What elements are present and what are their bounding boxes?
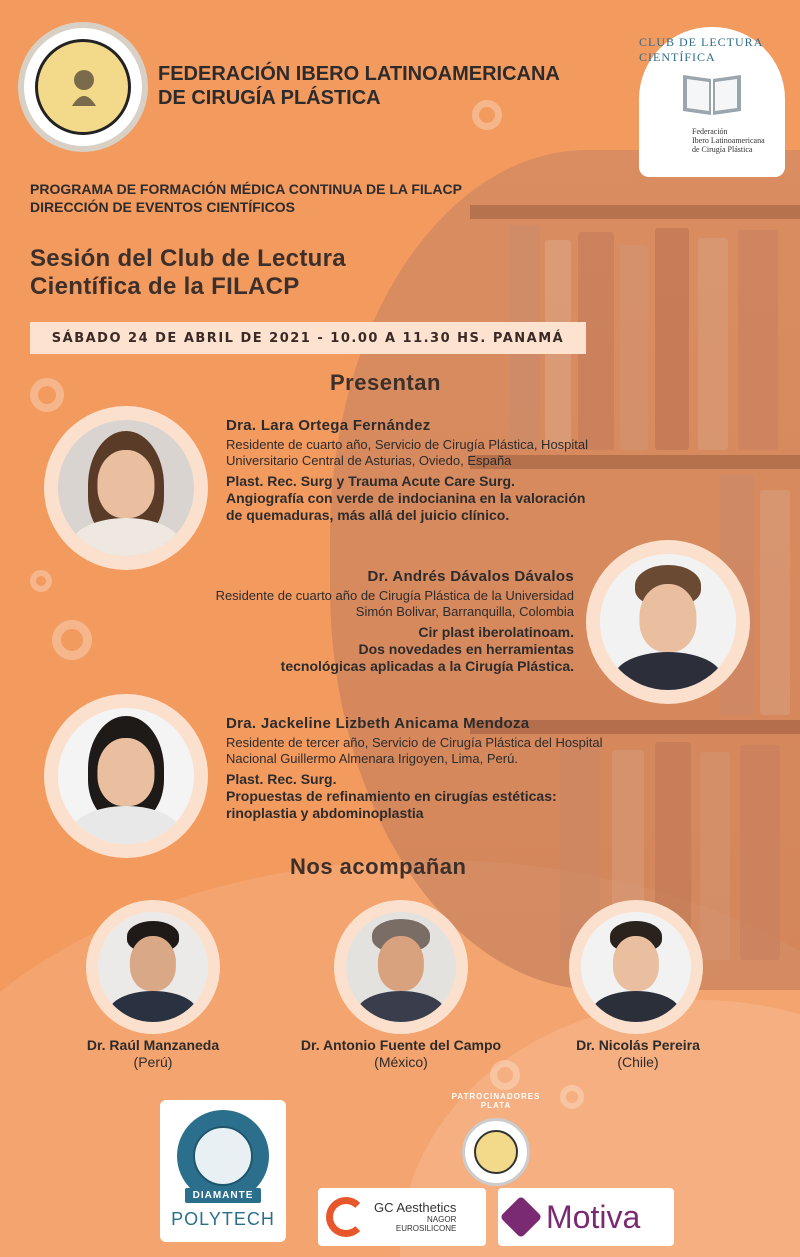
guest-country: (Perú): [133, 1054, 173, 1070]
guest-3-portrait: [569, 900, 703, 1034]
guest-country: (Chile): [617, 1054, 659, 1070]
guest-3-caption: [528, 1037, 748, 1071]
guest-name: Dr. Nicolás Pereira: [576, 1037, 700, 1053]
gc-aesthetics-logo: [318, 1188, 486, 1246]
body-shape: [72, 518, 181, 556]
open-book-icon: [679, 69, 745, 119]
decor-ring: [52, 620, 92, 660]
club-logo-sub3: de Cirugía Plástica: [692, 145, 753, 154]
speaker-photo: [600, 554, 736, 690]
guest-2-portrait: [334, 900, 468, 1034]
federation-title-line1: FEDERACIÓN IBERO LATINOAMERICANA: [158, 63, 560, 85]
club-logo-arc-text: CLUB DE LECTURA CIENTÍFICA: [639, 35, 763, 64]
speaker-2-portrait: [586, 540, 750, 704]
polytech-sponsor-logo: [160, 1100, 286, 1242]
decor-ring: [560, 1085, 584, 1109]
guest-photo: [581, 912, 691, 1022]
body-shape: [109, 991, 197, 1022]
guest-2-caption: [270, 1037, 532, 1071]
gc-name: GC Aesthetics: [374, 1200, 457, 1215]
speaker-3-portrait: [44, 694, 208, 858]
motiva-logo: [498, 1188, 674, 1246]
speaker-role-line: Residente de cuarto año, Servicio de Cirugía Plástica, Hospital: [226, 437, 589, 452]
federation-title-line2: DE CIRUGÍA PLÁSTICA: [158, 87, 381, 109]
polytech-name: POLYTECH: [171, 1209, 275, 1229]
guest-name: Dr. Antonio Fuente del Campo: [300, 1037, 502, 1053]
speaker-role: [226, 437, 746, 469]
speaker-role: [90, 588, 574, 620]
book-shape: [760, 490, 790, 715]
speaker-2-info: [90, 567, 574, 675]
filacp-seal-logo: [18, 22, 148, 152]
speaker-topic-line: Angiografía con verde de indocianina en la valoración: [226, 490, 586, 506]
speaker-role-line: Residente de tercer año, Servicio de Cirugía Plástica del Hospital: [226, 735, 603, 750]
speaker-name: Dra. Jackeline Lizbeth Anicama Mendoza: [226, 715, 530, 732]
speaker-role-line: Universitario Central de Asturias, Oviedo, España: [226, 453, 512, 468]
club-logo-sub2: Ibero Latinoamericana: [692, 136, 765, 145]
federation-title: [158, 62, 638, 110]
speaker-photo: [58, 708, 194, 844]
club-logo-sub1: Federación: [692, 127, 728, 136]
session-date-bar: [30, 322, 586, 354]
guest-1-portrait: [86, 900, 220, 1034]
silver-sponsors-badge: [443, 1092, 549, 1198]
guest-photo: [346, 912, 456, 1022]
speaker-journal: Plast. Rec. Surg y Trauma Acute Care Surg.: [226, 473, 515, 489]
gc-sub-brand: NAGOR: [427, 1215, 457, 1224]
program-heading: [30, 180, 630, 216]
gc-text-block: [374, 1201, 456, 1233]
classical-bust-icon: [58, 62, 108, 112]
session-date: SÁBADO 24 DE ABRIL DE 2021 - 10.00 A 11.30 HS. PANAMÁ: [51, 330, 565, 346]
club-logo-subtitle: [652, 127, 772, 154]
seal-emblem-icon: [474, 1130, 518, 1174]
speaker-topic-line: tecnológicas aplicadas a la Cirugía Plástica.: [280, 658, 574, 674]
speaker-topic-line: de quemaduras, más allá del juicio clínico.: [226, 507, 510, 523]
session-title: [30, 245, 490, 301]
body-shape: [614, 652, 723, 690]
guest-country: (México): [374, 1054, 428, 1070]
speaker-name: Dra. Lara Ortega Fernández: [226, 417, 431, 434]
face-shape: [130, 936, 176, 991]
acompanan-heading: Nos acompañan: [290, 854, 467, 879]
guest-name: Dr. Raúl Manzaneda: [86, 1037, 220, 1053]
motiva-mark-icon: [500, 1196, 542, 1238]
speaker-1-info: [226, 416, 746, 524]
silver-sponsors-label: PATROCINADORES PLATA: [451, 1092, 541, 1110]
polytech-band: DIAMANTE: [185, 1188, 262, 1203]
guest-1-caption: [43, 1037, 263, 1071]
body-shape: [357, 991, 445, 1022]
decor-ring: [30, 378, 64, 412]
presentan-heading: Presentan: [330, 370, 441, 395]
motiva-name: Motiva: [546, 1198, 641, 1235]
program-line2: DIRECCIÓN DE EVENTOS CIENTÍFICOS: [30, 199, 295, 215]
body-shape: [72, 806, 181, 844]
face-shape: [97, 450, 154, 518]
face-shape: [97, 738, 154, 806]
speaker-role-line: Nacional Guillermo Almenara Irigoyen, Lima, Perú.: [226, 751, 518, 766]
speaker-photo: [58, 420, 194, 556]
face-shape: [639, 584, 696, 652]
speaker-role-line: Residente de cuarto año de Cirugía Plástica de la Universidad: [215, 588, 574, 603]
face-shape: [613, 936, 659, 991]
speaker-role-line: Simón Bolivar, Barranquilla, Colombia: [355, 604, 574, 619]
speaker-3-info: [226, 714, 766, 822]
speaker-topic-line: Dos novedades en herramientas: [358, 641, 574, 657]
decor-ring: [30, 570, 52, 592]
silver-seal-icon: [462, 1118, 530, 1186]
guest-photo: [98, 912, 208, 1022]
body-shape: [592, 991, 680, 1022]
seal-emblem-icon: [35, 39, 131, 135]
speaker-topic-line: rinoplastia y abdominoplastia: [226, 805, 424, 821]
face-shape: [378, 936, 424, 991]
gc-sub-brand: EUROSILICONE: [395, 1224, 457, 1233]
club-lectura-logo: [639, 27, 785, 177]
speaker-journal: Cir plast iberolatinoam.: [418, 624, 574, 640]
program-line1: PROGRAMA DE FORMACIÓN MÉDICA CONTINUA DE LA FILACP: [30, 181, 462, 197]
gc-c-icon: [326, 1197, 366, 1237]
session-title-line2: Científica de la FILACP: [30, 273, 300, 300]
speaker-journal: Plast. Rec. Surg.: [226, 771, 337, 787]
seal-emblem-icon: [193, 1126, 253, 1186]
speaker-role: [226, 735, 766, 767]
speaker-1-portrait: [44, 406, 208, 570]
speaker-name: Dr. Andrés Dávalos Dávalos: [367, 568, 574, 585]
speaker-topic-line: Propuestas de refinamiento en cirugías estéticas:: [226, 788, 557, 804]
session-title-line1: Sesión del Club de Lectura: [30, 245, 346, 272]
